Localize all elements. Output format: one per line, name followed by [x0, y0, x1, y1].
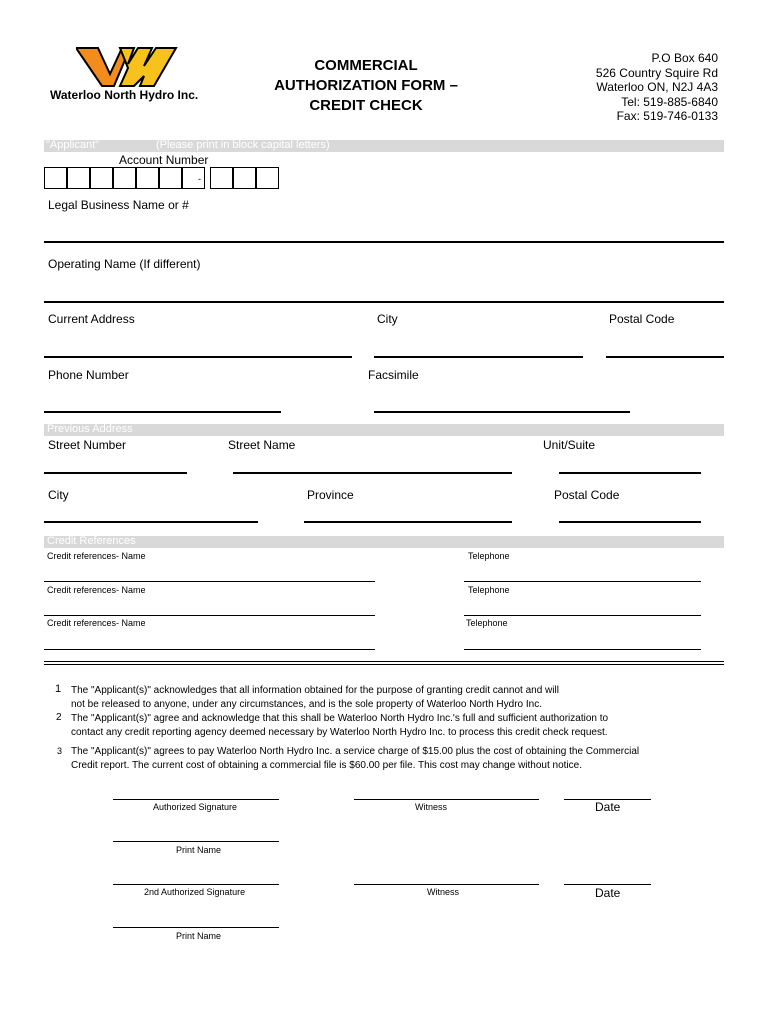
applicant-band [44, 140, 724, 152]
witness-label: Witness [427, 887, 460, 897]
title-line-1: COMMERCIAL [314, 57, 418, 74]
account-digit-box[interactable] [233, 167, 256, 189]
term-text [71, 684, 559, 712]
account-digit-box[interactable] [182, 167, 205, 189]
postal-code-label: Postal Code [609, 312, 675, 326]
company-logo [76, 46, 180, 88]
date-label: Date [595, 800, 621, 814]
credit-ref-telephone-label: Telephone [468, 585, 510, 595]
term-line: contact any credit reporting agency deemed necessary by Waterloo North Hydro Inc. to process this credit check request. [71, 727, 608, 738]
address-line: 526 Country Squire Rd [595, 65, 718, 80]
operating-name-field[interactable] [44, 301, 724, 303]
form-title [256, 56, 476, 116]
account-separator: - [198, 174, 201, 184]
province-label: Province [307, 488, 354, 502]
credit-ref-telephone-field[interactable] [464, 615, 701, 616]
credit-ref-name-label: Credit references- Name [47, 618, 146, 628]
logo-mark-icon [76, 46, 180, 88]
legal-name-field[interactable] [44, 241, 724, 243]
street-number-field[interactable] [44, 472, 187, 474]
previous-address-band-label: Previous Address [47, 423, 133, 435]
address-line: Fax: 519-746-0133 [616, 109, 718, 123]
section-divider [44, 664, 724, 665]
prev-postal-code-label: Postal Code [554, 488, 620, 502]
term-line: The "Applicant(s)" acknowledges that all information obtained for the purpose of granting credit cannot and will [71, 685, 559, 696]
company-name: Waterloo North Hydro Inc. [50, 88, 199, 102]
witness-field[interactable] [354, 884, 539, 885]
witness-label: Witness [415, 802, 448, 812]
authorized-signature-field[interactable] [113, 799, 279, 800]
credit-references-band-label: Credit References [47, 535, 136, 547]
address-line: P.O Box 640 [651, 51, 718, 65]
facsimile-field[interactable] [374, 411, 630, 413]
applicant-band-note: (Please print in block capital letters) [156, 139, 330, 151]
prev-city-field[interactable] [44, 521, 258, 523]
province-field[interactable] [304, 521, 512, 523]
street-number-label: Street Number [48, 438, 127, 452]
print-name-field[interactable] [113, 927, 279, 928]
applicant-band-label: "Applicant" [46, 139, 100, 151]
account-number-label: Account Number [119, 153, 209, 167]
facsimile-label: Facsimile [368, 368, 419, 382]
authorized-signature-label: Authorized Signature [153, 802, 238, 812]
operating-name-label: Operating Name (If different) [48, 257, 201, 271]
city-field[interactable] [374, 356, 583, 358]
term-text [71, 745, 639, 773]
print-name-label: Print Name [176, 931, 222, 941]
credit-ref-telephone-field[interactable] [464, 581, 701, 582]
title-line-3: CREDIT CHECK [309, 97, 423, 114]
previous-address-band [44, 424, 724, 436]
prev-postal-code-field[interactable] [559, 521, 701, 523]
term-number: 1 [55, 683, 62, 695]
city-label: City [377, 312, 398, 326]
account-digit-box[interactable] [67, 167, 90, 189]
phone-number-label: Phone Number [48, 368, 129, 382]
credit-ref-telephone-label: Telephone [468, 551, 510, 561]
credit-ref-name-field[interactable] [44, 615, 375, 616]
credit-ref-name-field[interactable] [44, 581, 375, 582]
address-line: Tel: 519-885-6840 [621, 94, 718, 109]
term-number: 3 [57, 746, 63, 756]
term-line: not be released to anyone, under any circumstances, and is the sole property of Waterloo North Hydro Inc. [71, 699, 542, 710]
date-field[interactable] [564, 884, 651, 885]
section-divider [44, 661, 724, 662]
term-text [71, 712, 608, 740]
print-name-label: Print Name [176, 845, 222, 855]
phone-number-field[interactable] [44, 411, 281, 413]
term-line: The "Applicant(s)" agrees to pay Waterloo North Hydro Inc. a service charge of $15.00 plus the cost of obtaining the Commercial [71, 746, 640, 757]
current-address-field[interactable] [44, 356, 352, 358]
current-address-label: Current Address [48, 312, 135, 326]
term-line: Credit report. The current cost of obtaining a commercial file is $60.00 per file. This cost may change without notice. [71, 760, 582, 771]
account-digit-box[interactable] [256, 167, 279, 189]
legal-name-label: Legal Business Name or # [48, 198, 189, 212]
date-label: Date [595, 886, 621, 900]
account-digit-box[interactable] [90, 167, 113, 189]
unit-suite-field[interactable] [559, 472, 701, 474]
account-digit-box[interactable] [210, 167, 233, 189]
street-name-field[interactable] [233, 472, 512, 474]
credit-references-band [44, 536, 724, 548]
witness-field[interactable] [354, 799, 539, 800]
street-name-label: Street Name [228, 438, 296, 452]
postal-code-field[interactable] [606, 356, 724, 358]
credit-ref-name-label: Credit references- Name [47, 585, 146, 595]
credit-ref-telephone-field[interactable] [464, 649, 701, 650]
account-digit-box[interactable] [113, 167, 136, 189]
title-line-2: AUTHORIZATION FORM – [274, 77, 458, 94]
company-address [596, 51, 718, 124]
second-signature-field[interactable] [113, 884, 279, 885]
unit-suite-label: Unit/Suite [543, 438, 596, 452]
term-number: 2 [56, 712, 62, 723]
prev-city-label: City [48, 488, 69, 502]
account-digit-box[interactable] [136, 167, 159, 189]
second-signature-label: 2nd Authorized Signature [144, 887, 246, 897]
credit-ref-name-field[interactable] [44, 649, 375, 650]
address-line: Waterloo ON, N2J 4A3 [596, 80, 718, 94]
print-name-field[interactable] [113, 841, 279, 842]
credit-ref-telephone-label: Telephone [466, 618, 508, 628]
term-line: The "Applicant(s)" agree and acknowledge that this shall be Waterloo North Hydro Inc.'s full and sufficient authorization to [71, 713, 609, 724]
account-digit-box[interactable] [44, 167, 67, 189]
account-digit-box[interactable] [159, 167, 182, 189]
credit-ref-name-label: Credit references- Name [47, 551, 146, 561]
